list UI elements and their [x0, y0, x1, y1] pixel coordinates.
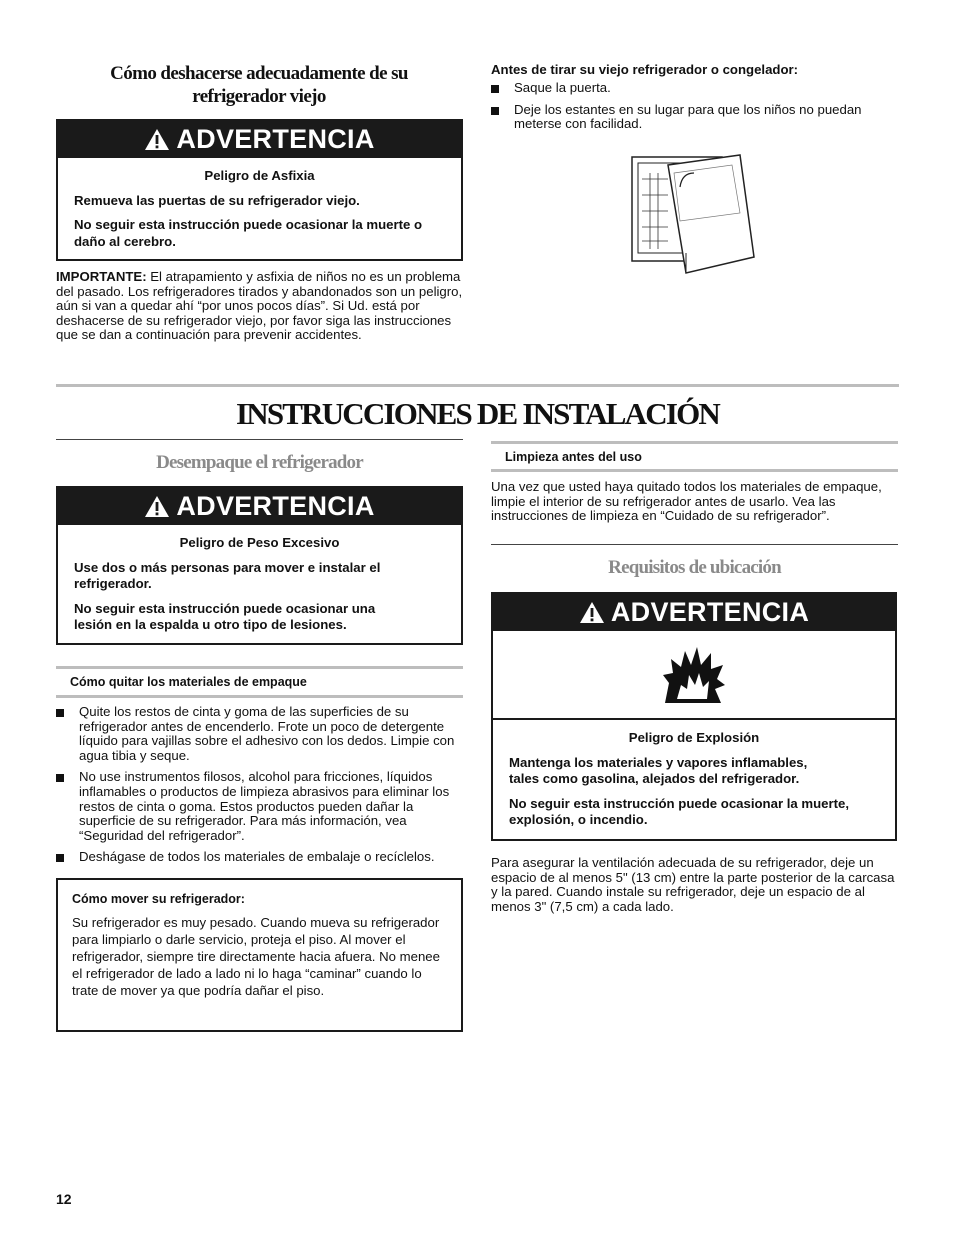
disposal-title-line2: refrigerador viejo [192, 86, 326, 107]
unpack-rule [56, 439, 463, 440]
explosion-icon [661, 645, 727, 705]
location-rule [491, 544, 898, 545]
unpack-title: Desempaque el refrigerador [156, 452, 363, 473]
cleaning-rule-bottom [491, 469, 898, 472]
disposal-title-line1: Cómo deshacerse adecuadamente de su [110, 63, 408, 84]
move-fridge-text: Su refrigerador es muy pesado. Cuando mueva su refrigerador para limpiarlo o darle servicio, proteja el piso. Al mover el refrigerador, siempre tire directamente hacia afuera. No menee el refrigerador de lado a lado ni lo haga “caminar” cuando lo trate de mover ya que podría dañar el piso. [72, 915, 440, 998]
warning-instruction: Mantenga los materiales y vapores inflamables, tales como gasolina, alejados del refrigerador. [509, 754, 808, 786]
page-title: INSTRUCCIONES DE INSTALACIÓN [235, 396, 720, 431]
refrigerator-door-removed-illustration [628, 153, 758, 275]
packing-title: Cómo quitar los materiales de empaque [70, 675, 307, 689]
list-item: Deshágase de todos los materiales de embalaje o recíclelos. [56, 850, 460, 865]
warning-instruction: Remueva las puertas de su refrigerador viejo. [74, 192, 360, 208]
list-item: Quite los restos de cinta y goma de las superficies de su refrigerador antes de encenderlo. Frote un poco de detergente líquido para vajillas sobre el adhesivo con los dedos. Limpie con agua tibia y seque. [56, 705, 460, 763]
packing-rule-bottom [56, 695, 463, 698]
packing-rule-top [56, 666, 463, 669]
hazard-title: Peligro de Explosión [628, 730, 760, 745]
move-fridge-title: Cómo mover su refrigerador: [72, 892, 245, 906]
cleaning-text: Una vez que usted haya quitado todos los materiales de empaque, limpie el interior de su refrigerador antes de usarlo. Vea las instrucciones de limpieza en “Cuidado de su refrigerador”. [491, 479, 882, 524]
warning-header-label: ADVERTENCIA [610, 597, 810, 627]
important-paragraph [56, 270, 464, 343]
list-item: Saque la puerta. [491, 81, 895, 96]
bullet-icon [491, 107, 499, 115]
warning-triangle-icon [579, 601, 605, 624]
location-text: Para asegurar la ventilación adecuada de su refrigerador, deje un espacio de al menos 5" (13 cm) entre la parte posterior de la carcasa y la pared. Cuando instale su refrigerador, deje un espacio de al menos 3" (7,5 cm) a cada lado. [491, 855, 895, 914]
cleaning-title: Limpieza antes del uso [505, 450, 642, 464]
warning-header [58, 488, 461, 525]
location-title: Requisitos de ubicación [608, 557, 781, 578]
warning-consequence: No seguir esta instrucción puede ocasionar una lesión en la espalda u otro tipo de lesiones. [74, 600, 376, 632]
important-label: IMPORTANTE: [56, 269, 147, 284]
warning-header [493, 594, 895, 631]
cleaning-rule-top [491, 441, 898, 444]
warning-triangle-icon [144, 495, 170, 518]
warning-header [58, 121, 461, 158]
warning-header-label: ADVERTENCIA [176, 491, 375, 521]
bullet-icon [56, 709, 64, 717]
important-text: El atrapamiento y asfixia de niños no es un problema del pasado. Los refrigeradores tirados y abandonados son un peligro, aún si van a quedar ahí “por unos pocos días”. Si Ud. está por deshacerse de su refrigerador viejo, por favor siga las instrucciones que se dan a continuación para prevenir accidentes. [56, 269, 463, 343]
warning-triangle-icon [144, 128, 170, 151]
before-disposal-list [491, 81, 895, 132]
move-fridge-box [56, 878, 463, 1032]
before-disposal-title: Antes de tirar su viejo refrigerador o congelador: [491, 62, 799, 77]
hazard-title: Peligro de Peso Excesivo [179, 535, 340, 550]
bullet-icon [56, 854, 64, 862]
warning-header-label: ADVERTENCIA [176, 124, 375, 154]
title-top-rule [56, 384, 899, 387]
warning-box-weight [56, 486, 463, 645]
warning-consequence: No seguir esta instrucción puede ocasionar la muerte o daño al cerebro. [74, 217, 423, 249]
bullet-icon [56, 774, 64, 782]
list-item: Deje los estantes en su lugar para que los niños no puedan meterse con facilidad. [491, 103, 895, 132]
bullet-icon [491, 85, 499, 93]
warning-instruction: Use dos o más personas para mover e instalar el refrigerador. [74, 559, 381, 591]
packing-list [56, 705, 460, 872]
list-item: No use instrumentos filosos, alcohol para fricciones, líquidos inflamables o productos de limpieza abrasivos para eliminar los restos de cinta o goma. Estos productos pueden dañar la superficie de su refrigerador. Para más información, vea “Seguridad del refrigerador”. [56, 770, 460, 843]
disposal-title [56, 62, 462, 108]
page-number: 12 [56, 1191, 72, 1207]
warning-box-explosion [491, 592, 897, 841]
before-disposal-section [491, 62, 895, 139]
hazard-title: Peligro de Asfixia [204, 168, 315, 183]
explosion-icon-panel [493, 631, 895, 720]
warning-box-asphyxia [56, 119, 463, 261]
warning-consequence: No seguir esta instrucción puede ocasionar la muerte, explosión, o incendio. [509, 795, 850, 827]
